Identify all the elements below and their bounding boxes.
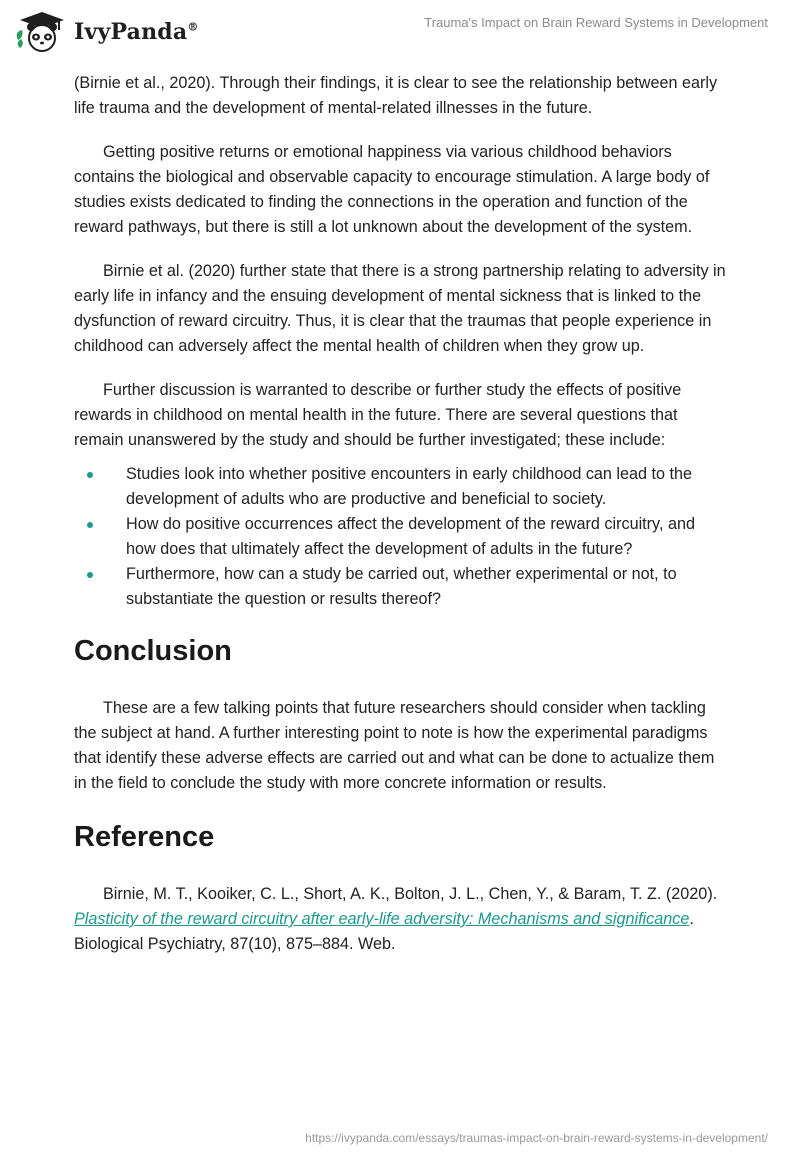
brand-name: IvyPanda® bbox=[74, 19, 199, 45]
paragraph-3: Birnie et al. (2020) further state that there is a strong partnership relating to adversity in early life in infancy and the ensuing development of mental sickness that is linked to the dysfunction of reward circuitry. Thus, it is clear that the traumas that people experience in childhood can adversely affect the mental health of children when they grow up. bbox=[74, 262, 726, 355]
ivypanda-logo[interactable] bbox=[14, 10, 199, 54]
reference-title-link[interactable]: Plasticity of the reward circuitry after early-life adversity: Mechanisms and significance bbox=[74, 910, 690, 928]
list-item: Furthermore, how can a study be carried out, whether experimental or not, to substantiate the question or results thereof? bbox=[74, 562, 729, 612]
list-item: How do positive occurrences affect the development of the reward circuitry, and how does that ultimately affect the development of adults in the future? bbox=[74, 512, 729, 562]
reference-entry: Birnie, M. T., Kooiker, C. L., Short, A. K., Bolton, J. L., Chen, Y., & Baram, T. Z. (2020). Plasticity of the reward circuitry after early-life adversity: Mechanisms and significance. Biological Psychiatry, 87(10), 875–884. Web. bbox=[74, 885, 718, 953]
conclusion-paragraph: These are a few talking points that future researchers should consider when tackling the subject at hand. A further interesting point to note is how the experimental paradigms that identify these adverse effects are carried out and what can be done to actualize them in the field to conclude the study with more concrete information or results. bbox=[74, 699, 715, 792]
bullet-icon bbox=[87, 572, 93, 578]
reference-heading: Reference bbox=[74, 821, 215, 853]
footer-source-url[interactable]: https://ivypanda.com/essays/traumas-impact-on-brain-reward-systems-in-development/ bbox=[305, 1131, 768, 1145]
panda-graduate-icon bbox=[14, 10, 70, 54]
bullet-icon bbox=[87, 522, 93, 528]
registered-mark: ® bbox=[187, 20, 199, 34]
running-title: Trauma's Impact on Brain Reward Systems in Development bbox=[424, 15, 768, 30]
paragraph-2: Getting positive returns or emotional happiness via various childhood behaviors contains the biological and observable capacity to encourage stimulation. A large body of studies exists dedicated to finding the connections in the operation and function of the reward pathways, but there is still a lot unknown about the development of the system. bbox=[74, 143, 710, 236]
essay-content bbox=[74, 71, 729, 957]
questions-list bbox=[74, 462, 729, 612]
page-header bbox=[0, 0, 800, 60]
list-item: Studies look into whether positive encounters in early childhood can lead to the development of adults who are productive and beneficial to society. bbox=[74, 462, 729, 512]
paragraph-4: Further discussion is warranted to describe or further study the effects of positive rewards in childhood on mental health in the future. There are several questions that remain unanswered by the study and should be further investigated; these include: bbox=[74, 381, 682, 449]
bullet-icon bbox=[87, 472, 93, 478]
conclusion-heading: Conclusion bbox=[74, 635, 232, 667]
paragraph-1: (Birnie et al., 2020). Through their findings, it is clear to see the relationship between early life trauma and the development of mental-related illnesses in the future. bbox=[74, 74, 718, 117]
